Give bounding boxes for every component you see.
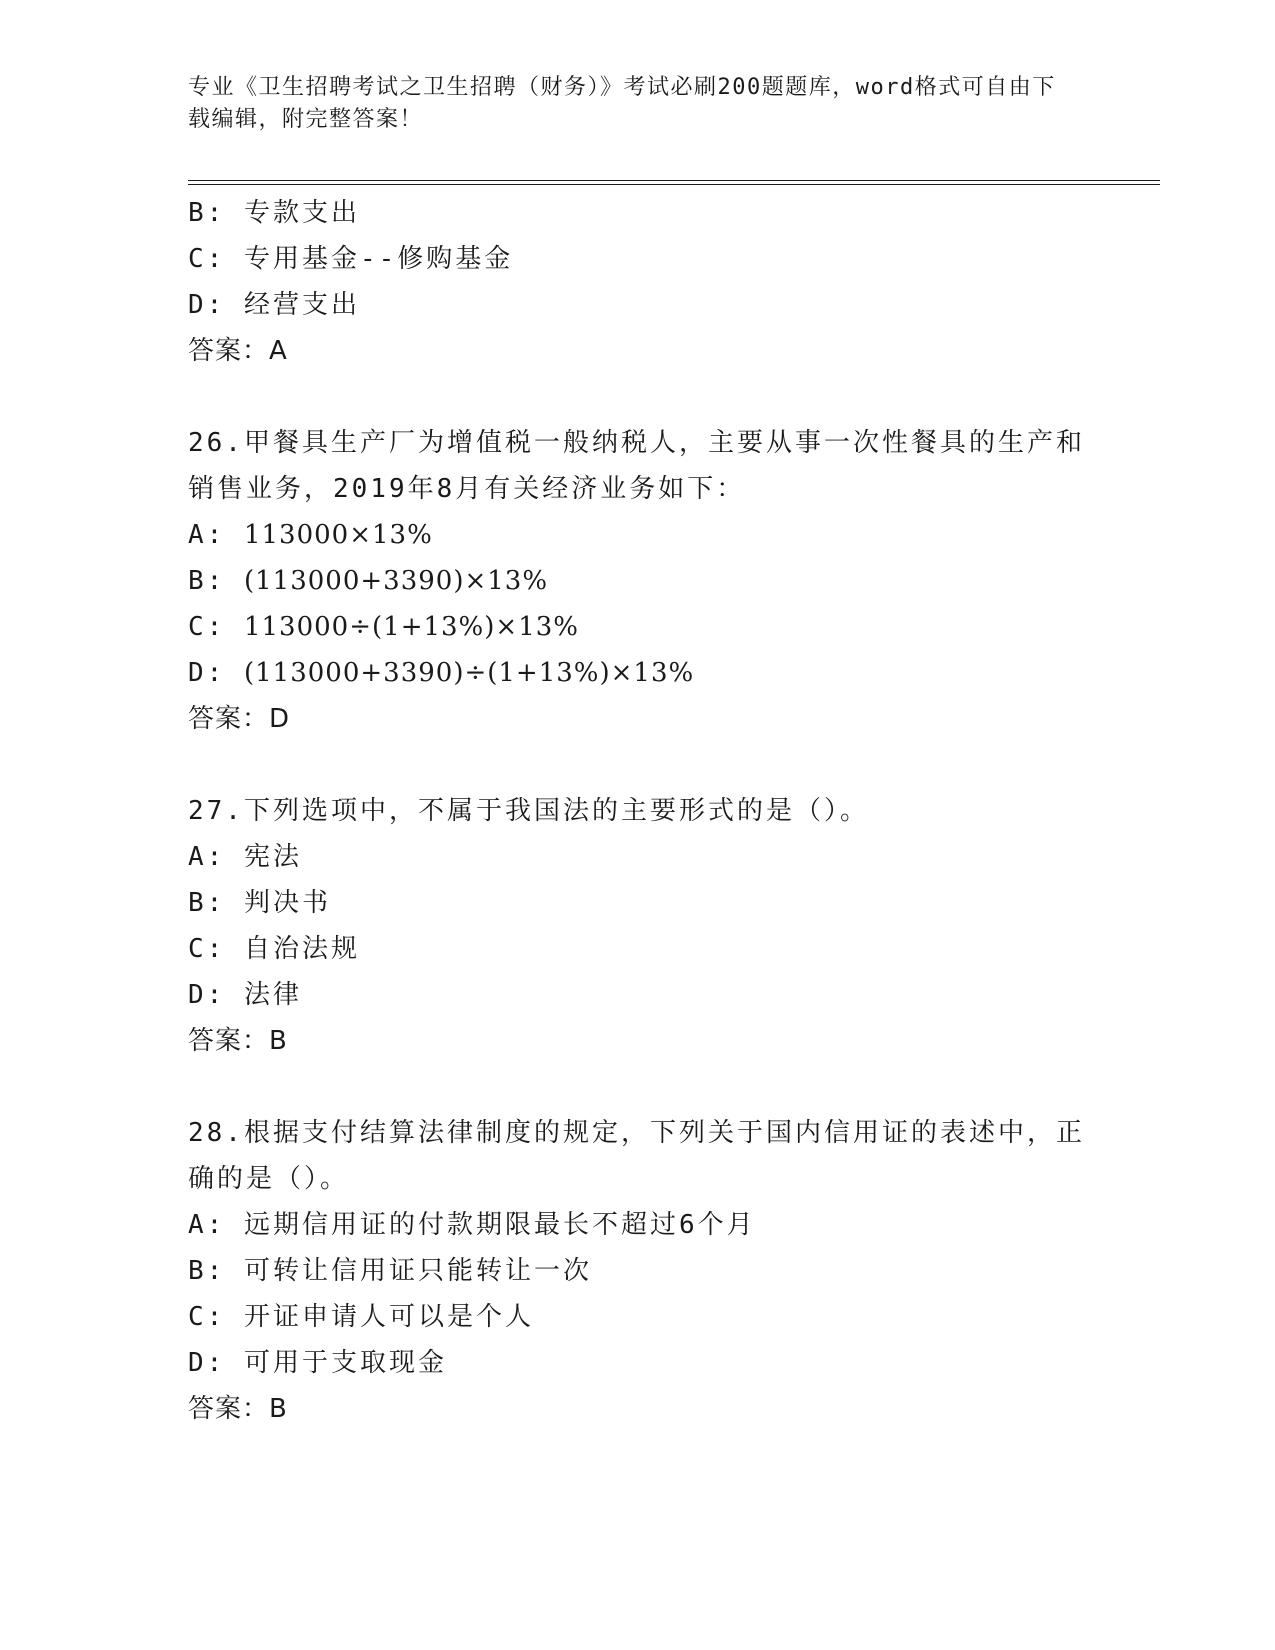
question-stem: [188, 788, 1088, 834]
answer-line: 答案：A: [188, 336, 288, 366]
option-text: 判决书: [243, 888, 331, 918]
option-text: (113000+3390)×13%: [243, 566, 549, 596]
question-block-28: [188, 1110, 1088, 1432]
document-header: 专业《卫生招聘考试之卫生招聘（财务）》考试必刷200题题库，word格式可自由下载编辑，附完整答案！: [188, 75, 1056, 132]
option-line: [188, 558, 1088, 604]
option-text: 专款支出: [243, 198, 360, 228]
option-key: A:: [188, 520, 226, 550]
question-text: 根据支付结算法律制度的规定，下列关于国内信用证的表述中，正确的是（）。: [188, 1118, 1085, 1194]
option-line: [188, 1248, 1088, 1294]
option-line: [188, 512, 1088, 558]
question-block-prev: [188, 190, 1088, 374]
option-text: 经营支出: [243, 290, 360, 320]
question-number: 26.: [188, 428, 244, 458]
option-line: [188, 282, 1088, 328]
option-line: [188, 926, 1088, 972]
option-key: C:: [188, 244, 226, 274]
option-key: C:: [188, 934, 226, 964]
option-line: [188, 972, 1088, 1018]
spacer: [188, 374, 1088, 420]
option-line: [188, 604, 1088, 650]
option-line: [188, 1294, 1088, 1340]
question-stem: [188, 420, 1088, 512]
question-number: 27.: [188, 796, 244, 826]
option-text: 自治法规: [243, 934, 360, 964]
spacer: [188, 1064, 1088, 1110]
option-text: 法律: [243, 980, 302, 1010]
option-line: [188, 1202, 1088, 1248]
option-key: A:: [188, 1210, 226, 1240]
option-line: [188, 880, 1088, 926]
answer-line: 答案：B: [188, 1394, 288, 1424]
header-divider-top: [188, 180, 1160, 181]
question-list: [188, 190, 1088, 1432]
option-line: [188, 1340, 1088, 1386]
option-text: 宪法: [243, 842, 302, 872]
option-text: 可用于支取现金: [243, 1348, 447, 1378]
option-key: D:: [188, 290, 226, 320]
option-key: B:: [188, 198, 226, 228]
option-text: 可转让信用证只能转让一次: [243, 1256, 592, 1286]
option-text: 远期信用证的付款期限最长不超过6个月: [243, 1210, 756, 1240]
option-text: 专用基金--修购基金: [243, 244, 514, 274]
option-key: D:: [188, 980, 226, 1010]
spacer: [188, 742, 1088, 788]
question-text: 下列选项中，不属于我国法的主要形式的是（）。: [243, 796, 869, 826]
question-number: 28.: [188, 1118, 244, 1148]
answer-line: 答案：D: [188, 704, 291, 734]
question-block-26: [188, 420, 1088, 742]
option-line: [188, 650, 1088, 696]
option-key: D:: [188, 1348, 226, 1378]
option-key: A:: [188, 842, 226, 872]
question-text: 甲餐具生产厂为增值税一般纳税人，主要从事一次性餐具的生产和销售业务，2019年8月有关经济业务如下：: [188, 428, 1085, 504]
option-line: [188, 236, 1088, 282]
option-text: 113000÷(1+13%)×13%: [243, 612, 579, 642]
option-key: C:: [188, 612, 226, 642]
option-line: [188, 834, 1088, 880]
question-stem: [188, 1110, 1088, 1202]
option-key: B:: [188, 1256, 226, 1286]
option-text: 开证申请人可以是个人: [243, 1302, 534, 1332]
header-divider-bottom: [188, 184, 1160, 185]
option-key: B:: [188, 566, 226, 596]
option-key: D:: [188, 658, 226, 688]
option-line: [188, 190, 1088, 236]
question-block-27: [188, 788, 1088, 1064]
option-key: C:: [188, 1302, 226, 1332]
option-key: B:: [188, 888, 226, 918]
option-text: (113000+3390)÷(1+13%)×13%: [243, 658, 695, 688]
option-text: 113000×13%: [243, 520, 433, 550]
answer-line: 答案：B: [188, 1026, 288, 1056]
